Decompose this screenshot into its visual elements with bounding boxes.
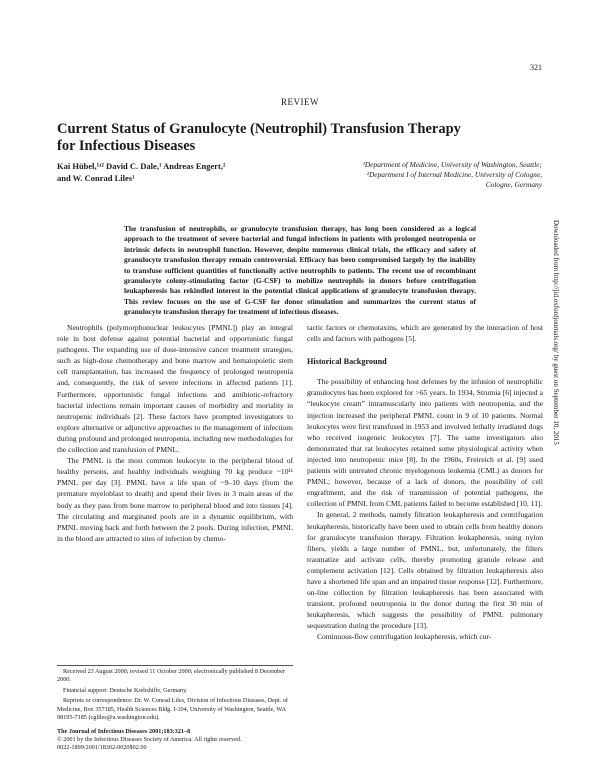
abstract: The transfusion of neutrophils, or granulocyte transfusion therapy, has long been considered as a logical approach to the treatment of severe bacterial and fungal infections in patients with prolonged neutropenia or intrinsic defects in neutrophil function. However, despite numerous clinical trials, the efficacy and safety of granulocyte transfusion therapy remain controversial. Efficacy has been compromised largely by the inability to transfuse sufficient quantities of functionally active neutrophils to patients. The recent use of recombinant granulocyte colony-stimulating factor (G-CSF) to mobilize neutrophils in donors before centrifugation leukapheresis has rekindled interest in the potential clinical applications of granulocyte transfusion therapy. This review focuses on the use of G-CSF for donor stimulation and summarizes the current status of granulocyte transfusion therapy for treatment of infectious diseases. [124,224,476,317]
footnote: Financial support: Deutsche Krebshilfe, Germany. [63,686,188,694]
footnote: Received 23 August 2000; revised 11 October 2000; electronically published 8 December 2000. [57,668,285,684]
paragraph: The PMNL is the most common leukocyte in the peripheral blood of healthy persons, and healthy individuals weighing 70 kg produce ~10¹¹ PMNL per day [3]. PMNL have a life span of ~9–10 days (from the premature myeloblast to death) and spend their lives in 3 main areas of the body as they pass from bone marrow to peripheral blood and into tissues [4]. The circulating and marginated pools are in a dynamic equilibrium, with PMNL moving back and forth between the 2 pools. During infection, PMNL in the blood are attracted to sites of infection by chemo- [57,456,293,543]
affiliation-line: ¹Department of Medicine, University of Washington, Seattle; [362,160,542,169]
body-column-left [57,322,293,544]
paragraph: In general, 2 methods, namely filtration leukapheresis and centrifugation leukapheresis, historically have been used to obtain cells from healthy donors for granulocyte transfusion therapy. Filtration leukapheresis, using nylon fibers, yields a large number of PMNL, but, unfortunately, the filters traumatize and activate cells, thereby promoting granule release and complement activation [12]. Cells obtained by filtration leukapheresis also have a shortened life span and an impaired tissue response [12]. Furthermore, on-line collection by filtration leukapheresis has been associated with transient, profound neutropenia in the donor during the first 30 min of leukapheresis, which suggests the possibility of PMNL pulmonary sequestration during the procedure [13]. [307,510,543,631]
download-watermark: Downloaded from http://jid.oxfordjournals.org/ by guest on September 10, 2015 [552,220,560,445]
journal-citation: The Journal of Infectious Diseases 2001;183:321–8 [57,728,191,735]
copyright: © 2001 by the Infectious Diseases Society of America. All rights reserved. [57,736,242,744]
section-heading: Historical Background [307,357,387,367]
issn: 0022-1899/2001/18302-0020$02.00 [57,744,147,752]
paragraph: tactic factors or chemotaxins, which are generated by the interaction of host cells and factors with pathogens [5]. [307,323,543,344]
author-list [57,160,317,184]
body-column-right [307,322,543,643]
page-number: 321 [530,63,542,72]
paragraph: The possibility of enhancing host defenses by the infusion of neutrophilic granulocytes has been explored for >65 years. In 1934, Strumia [6] injected a “leukocyte cream” intramuscularly into patients with neutropenia, and the injection increased the peripheral PMNL count in 9 of 10 patients. Normal leukocytes were first transfused in 1953 and involved lethally irradiated dogs who received isogeneic leukocytes [7]. The same investigators also demonstrated that rat leukocytes retained some physiological activity when injected into neutropenic mice [8]. In the 1960s, Freireich et al. [9] used patients with untreated chronic myelogenous leukemia (CML) as donors for PMNL; however, because of a lack of donors, the possibility of cell engraftment, and the risk of transmission of potential pathogens, the collection of PMNL from CML patients failed to become established [10, 11]. [307,377,543,509]
affiliations [330,160,542,190]
footnotes [57,668,293,724]
author-line: and W. Conrad Liles¹ [57,173,135,183]
journal-info [57,728,293,753]
paragraph: Neutrophils (polymorphonuclear leukocytes [PMNL]) play an integral role in host defense against potential bacterial and opportunistic fungal pathogens. The expanding use of dose-intensive cancer treatment strategies, such as high-dose chemotherapy and bone marrow and hematopoietic stem cell transplantation, has increased the frequency of prolonged neutropenia and, consequently, the risk of severe infections in affected patients [1]. Furthermore, opportunistic fungal infections and antibiotic-refractory bacterial infections remain important causes of morbidity and mortality in neutropenic individuals [2]. These factors have prompted investigators to explore alternative or adjunctive approaches to the management of infections during profound and prolonged neutropenia, including new methodologies for the collection and transfusion of PMNL. [57,323,293,455]
author-line: Kai Hübel,¹ʴ² David C. Dale,¹ Andreas Engert,² [57,161,226,171]
paragraph: Continuous-flow centrifugation leukapheresis, which cur- [317,632,492,642]
affiliation-line: Cologne, Germany [485,180,542,189]
affiliation-line: ²Department I of Internal Medicine, University of Cologne, [366,170,542,179]
article-title: Current Status of Granulocyte (Neutrophil) Transfusion Therapy for Infectious Diseases [57,121,461,154]
footnote: Reprints or correspondence: Dr. W. Conrad Liles, Division of Infectious Diseases, Dept. of Medicine, Box 357185, Health Sciences Bldg. I-104, University of Washington, Seattle, WA 98195-7185 (cgliles@u.washington.edu). [57,697,288,722]
footnote-divider [57,665,293,666]
section-label: REVIEW [281,97,319,107]
